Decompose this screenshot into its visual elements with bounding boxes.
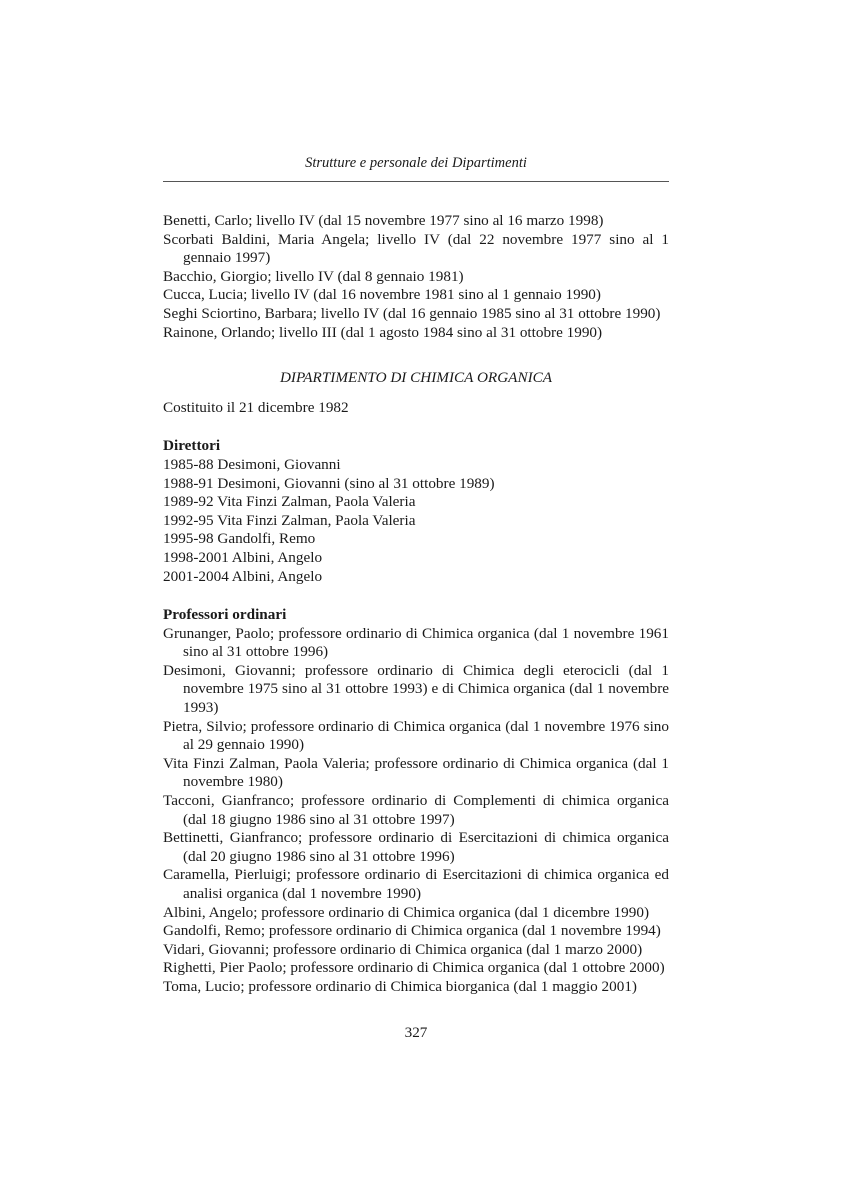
professors-heading: Professori ordinari — [163, 606, 287, 624]
professor-entry: Grunanger, Paolo; professore ordinario di Chimica organica (dal 1 novembre 1961 sino al 31 ottobre 1996) — [163, 624, 669, 661]
professor-entry: Caramella, Pierluigi; professore ordinario di Esercitazioni di chimica organica ed analisi organica (dal 1 novembre 1990) — [163, 866, 669, 902]
page-content — [163, 212, 669, 997]
professor-entry: Bettinetti, Gianfranco; professore ordinario di Esercitazioni di chimica organica (dal 20 giugno 1986 sino al 31 ottobre 1996) — [163, 829, 669, 865]
director-entry: 1998-2001 Albini, Angelo — [163, 548, 323, 566]
professor-entry: Tacconi, Gianfranco; professore ordinario di Complementi di chimica organica (dal 18 giugno 1986 sino al 31 ottobre 1997) — [163, 792, 669, 828]
page-number: 327 — [404, 1024, 428, 1041]
staff-entry: Seghi Sciortino, Barbara; livello IV (dal 16 gennaio 1985 sino al 31 ottobre 1990) — [163, 304, 661, 322]
header-rule — [163, 181, 669, 182]
director-entry: 1992-95 Vita Finzi Zalman, Paola Valeria — [163, 511, 416, 529]
directors-list — [163, 456, 669, 586]
director-entry: 1989-92 Vita Finzi Zalman, Paola Valeria — [163, 493, 416, 511]
staff-entry: Benetti, Carlo; livello IV (dal 15 novembre 1977 sino al 16 marzo 1998) — [163, 212, 604, 229]
professor-entry: Albini, Angelo; professore ordinario di Chimica organica (dal 1 dicembre 1990) — [163, 903, 650, 921]
director-entry: 1995-98 Gandolfi, Remo — [163, 530, 316, 548]
staff-entry: Bacchio, Giorgio; livello IV (dal 8 gennaio 1981) — [163, 267, 464, 285]
professor-entry: Pietra, Silvio; professore ordinario di Chimica organica (dal 1 novembre 1976 sino al 29 gennaio 1990) — [163, 717, 669, 754]
director-entry: 1988-91 Desimoni, Giovanni (sino al 31 ottobre 1989) — [163, 474, 495, 492]
professor-entry: Righetti, Pier Paolo; professore ordinario di Chimica organica (dal 1 ottobre 2000) — [163, 959, 665, 977]
running-head: Strutture e personale dei Dipartimenti — [305, 155, 527, 171]
staff-list — [163, 212, 669, 342]
staff-entry: Scorbati Baldini, Maria Angela; livello IV (dal 22 novembre 1977 sino al 1 gennaio 1997) — [163, 230, 669, 267]
director-entry: 2001-2004 Albini, Angelo — [163, 567, 323, 585]
director-entry: 1985-88 Desimoni, Giovanni — [163, 455, 341, 473]
professors-list — [163, 625, 669, 997]
established-date: Costituito il 21 dicembre 1982 — [163, 398, 349, 416]
professor-entry: Vidari, Giovanni; professore ordinario di Chimica organica (dal 1 marzo 2000) — [163, 940, 643, 958]
professor-entry: Vita Finzi Zalman, Paola Valeria; professore ordinario di Chimica organica (dal 1 novembre 1980) — [163, 754, 669, 791]
directors-heading: Direttori — [163, 437, 221, 455]
staff-entry: Cucca, Lucia; livello IV (dal 16 novembre 1981 sino al 1 gennaio 1990) — [163, 286, 601, 304]
department-title: DIPARTIMENTO DI CHIMICA ORGANICA — [279, 369, 553, 387]
staff-entry: Rainone, Orlando; livello III (dal 1 agosto 1984 sino al 31 ottobre 1990) — [163, 323, 603, 341]
professor-entry: Gandolfi, Remo; professore ordinario di Chimica organica (dal 1 novembre 1994) — [163, 922, 661, 940]
professor-entry: Toma, Lucio; professore ordinario di Chimica biorganica (dal 1 maggio 2001) — [163, 977, 637, 995]
professor-entry: Desimoni, Giovanni; professore ordinario di Chimica degli eterocicli (dal 1 novembre 1975 sino al 31 ottobre 1993) e di Chimica organica (dal 1 novembre 1993) — [163, 661, 669, 717]
